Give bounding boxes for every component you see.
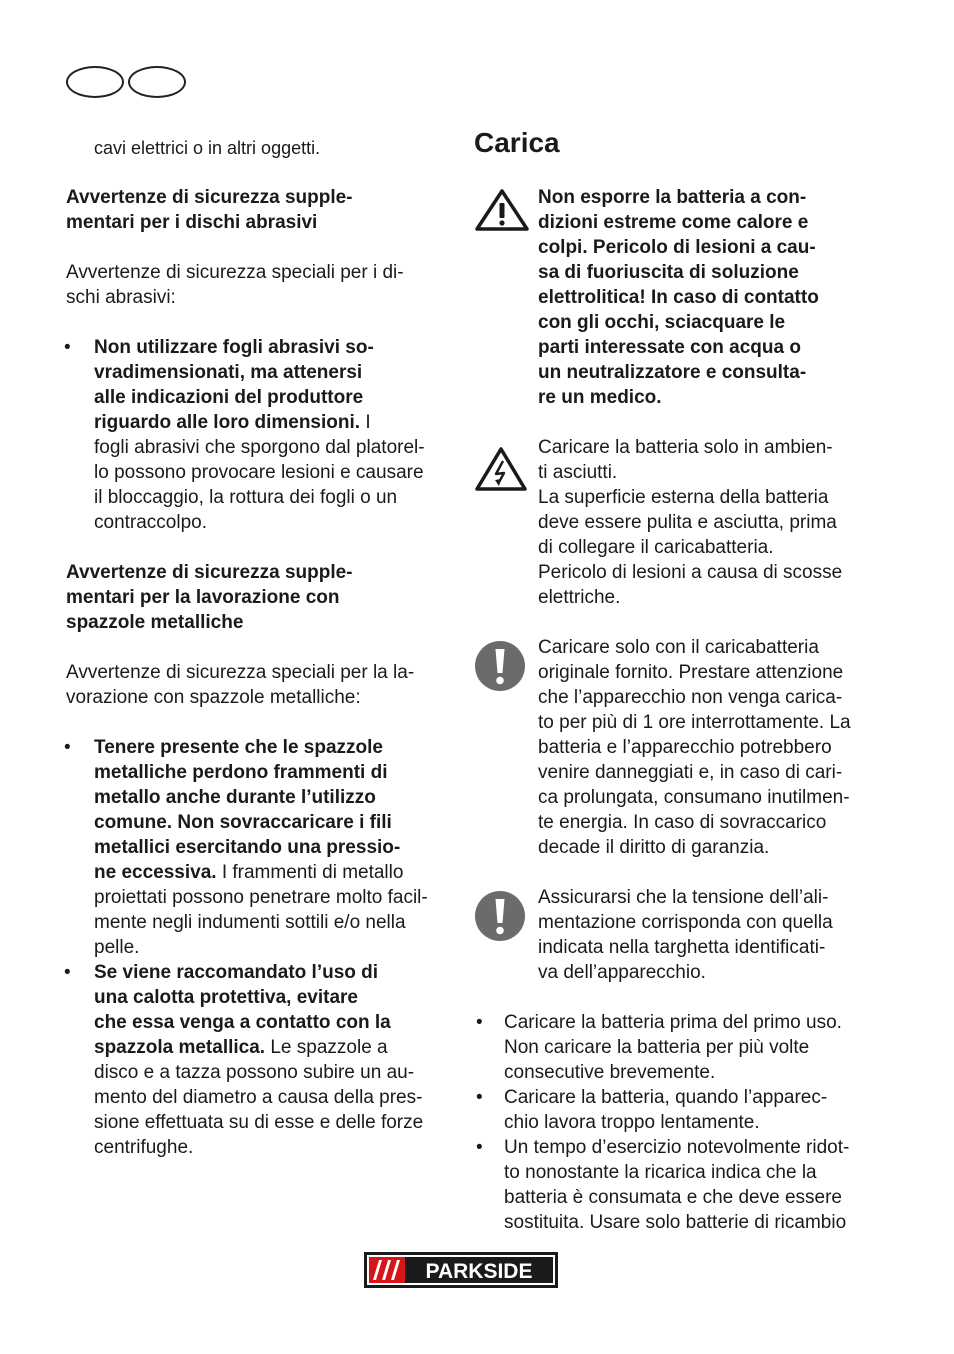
- bullet-text: pelle.: [94, 937, 140, 958]
- electric-hazard-text: La superficie esterna della batteria: [538, 487, 829, 508]
- section-title-wire-brushes: spazzole metalliche: [66, 612, 244, 633]
- bullet-bold-text: che essa venga a contatto con la: [94, 1012, 391, 1033]
- electric-hazard-text: elettriche.: [538, 587, 621, 608]
- bullet-marker: •: [64, 737, 71, 758]
- warning-text: dizioni estreme come calore e: [538, 212, 809, 233]
- bullet-text: chio lavora troppo lentamente.: [504, 1112, 760, 1133]
- bullet-text: Caricare la batteria prima del primo uso.: [504, 1012, 842, 1033]
- warning-text: elettrolitica! In caso di contatto: [538, 287, 819, 308]
- section-heading-carica: Carica: [474, 127, 560, 158]
- bullet-bold-text: vradimensionati, ma attenersi: [94, 362, 363, 383]
- bullet-text: mente negli indumenti sottili e/o nella: [94, 912, 406, 933]
- bullet-mixed-line: riguardo alle loro dimensioni. I: [94, 412, 371, 433]
- note-text: te energia. In caso di sovraccarico: [538, 812, 827, 833]
- electric-hazard-text: di collegare il caricabatteria.: [538, 537, 774, 558]
- bullet-text: Un tempo d’esercizio notevolmente ridot-: [504, 1137, 850, 1158]
- note-text: che l’apparecchio non venga carica-: [538, 687, 843, 708]
- bullet-bold-text: metallo anche durante l’utilizzo: [94, 787, 376, 808]
- language-badge-left: [66, 66, 124, 98]
- section-title-wire-brushes: Avvertenze di sicurezza supple-: [66, 562, 353, 583]
- language-badge-right: [128, 66, 186, 98]
- bullet-text: lo possono provocare lesioni e causare: [94, 462, 424, 483]
- bullet-text: centrifughe.: [94, 1137, 194, 1158]
- bullet-mixed-line: spazzola metallica. Le spazzole a: [94, 1037, 388, 1058]
- parkside-logo-text: PARKSIDE: [425, 1260, 533, 1283]
- section-title-wire-brushes: mentari per la lavorazione con: [66, 587, 340, 608]
- bullet-text: sione effettuata su di esse e delle forze: [94, 1112, 424, 1133]
- warning-text: sa di fuoriuscita di soluzione: [538, 262, 799, 283]
- bullet-text: to nonostante la ricarica indica che la: [504, 1162, 817, 1183]
- bullet-marker: •: [476, 1012, 483, 1033]
- warning-triangle-icon: [474, 188, 530, 232]
- bullet-bold-text: metallici esercitando una pressio-: [94, 837, 401, 858]
- electric-hazard-icon: [474, 446, 528, 492]
- note-text: to per più di 1 ore interrottamente. La: [538, 712, 851, 733]
- warning-text: parti interessate con acqua o: [538, 337, 801, 358]
- warning-text: re un medico.: [538, 387, 662, 408]
- section-intro: vorazione con spazzole metalliche:: [66, 687, 361, 708]
- section-intro: Avvertenze di sicurezza speciali per i di-: [66, 262, 404, 283]
- section-title-abrasive-discs: Avvertenze di sicurezza supple-: [66, 187, 353, 208]
- bullet-marker: •: [64, 337, 71, 358]
- bullet-bold-text: metalliche perdono frammenti di: [94, 762, 388, 783]
- parkside-logo: [364, 1252, 558, 1288]
- bullet-bold-text: alle indicazioni del produttore: [94, 387, 364, 408]
- bullet-text: contraccolpo.: [94, 512, 208, 533]
- section-intro: schi abrasivi:: [66, 287, 176, 308]
- section-intro: Avvertenze di sicurezza speciali per la la-: [66, 662, 415, 683]
- note-text: indicata nella targhetta identificati-: [538, 937, 826, 958]
- section-title-abrasive-discs: mentari per i dischi abrasivi: [66, 212, 318, 233]
- bullet-marker: •: [476, 1137, 483, 1158]
- bullet-bold-text: comune. Non sovraccaricare i fili: [94, 812, 392, 833]
- exclamation-circle-icon: [474, 890, 526, 942]
- note-text: ca prolungata, consumano inutilmen-: [538, 787, 850, 808]
- warning-text: un neutralizzatore e consulta-: [538, 362, 807, 383]
- bullet-text: Caricare la batteria, quando l’apparec-: [504, 1087, 828, 1108]
- note-text: mentazione corrisponda con quella: [538, 912, 833, 933]
- electric-hazard-text: Pericolo di lesioni a causa di scosse: [538, 562, 843, 583]
- bullet-text: batteria è consumata e che deve essere: [504, 1187, 842, 1208]
- bullet-bold-text: una calotta protettiva, evitare: [94, 987, 358, 1008]
- note-text: venire danneggiati e, in caso di cari-: [538, 762, 843, 783]
- warning-text: Non esporre la batteria a con-: [538, 187, 807, 208]
- bullet-text: il bloccaggio, la rottura dei fogli o un: [94, 487, 398, 508]
- exclamation-circle-icon: [474, 640, 526, 692]
- note-text: va dell’apparecchio.: [538, 962, 706, 983]
- electric-hazard-text: ti asciutti.: [538, 462, 618, 483]
- bullet-text: disco e a tazza possono subire un au-: [94, 1062, 415, 1083]
- electric-hazard-text: Caricare la batteria solo in ambien-: [538, 437, 833, 458]
- note-text: Caricare solo con il caricabatteria: [538, 637, 819, 658]
- electric-hazard-text: deve essere pulita e asciutta, prima: [538, 512, 837, 533]
- bullet-text: Non caricare la batteria per più volte: [504, 1037, 810, 1058]
- note-text: decade il diritto di garanzia.: [538, 837, 770, 858]
- bullet-bold-text: Se viene raccomandato l’uso di: [94, 962, 379, 983]
- bullet-marker: •: [64, 962, 71, 983]
- bullet-bold-text: Tenere presente che le spazzole: [94, 737, 383, 758]
- intro-line: cavi elettrici o in altri oggetti.: [94, 138, 321, 158]
- bullet-bold-text: Non utilizzare fogli abrasivi so-: [94, 337, 374, 358]
- bullet-marker: •: [476, 1087, 483, 1108]
- bullet-text: consecutive brevemente.: [504, 1062, 716, 1083]
- warning-text: colpi. Pericolo di lesioni a cau-: [538, 237, 816, 258]
- note-text: Assicurarsi che la tensione dell’ali-: [538, 887, 829, 908]
- bullet-text: mento del diametro a causa della pres-: [94, 1087, 423, 1108]
- bullet-mixed-line: ne eccessiva. I frammenti di metallo: [94, 862, 404, 883]
- warning-text: con gli occhi, sciacquare le: [538, 312, 786, 333]
- bullet-text: proiettati possono penetrare molto facil-: [94, 887, 428, 908]
- note-text: originale fornito. Prestare attenzione: [538, 662, 844, 683]
- note-text: batteria e l’apparecchio potrebbero: [538, 737, 832, 758]
- bullet-text: sostituita. Usare solo batterie di ricambio: [504, 1212, 847, 1233]
- bullet-text: fogli abrasivi che sporgono dal platorel-: [94, 437, 425, 458]
